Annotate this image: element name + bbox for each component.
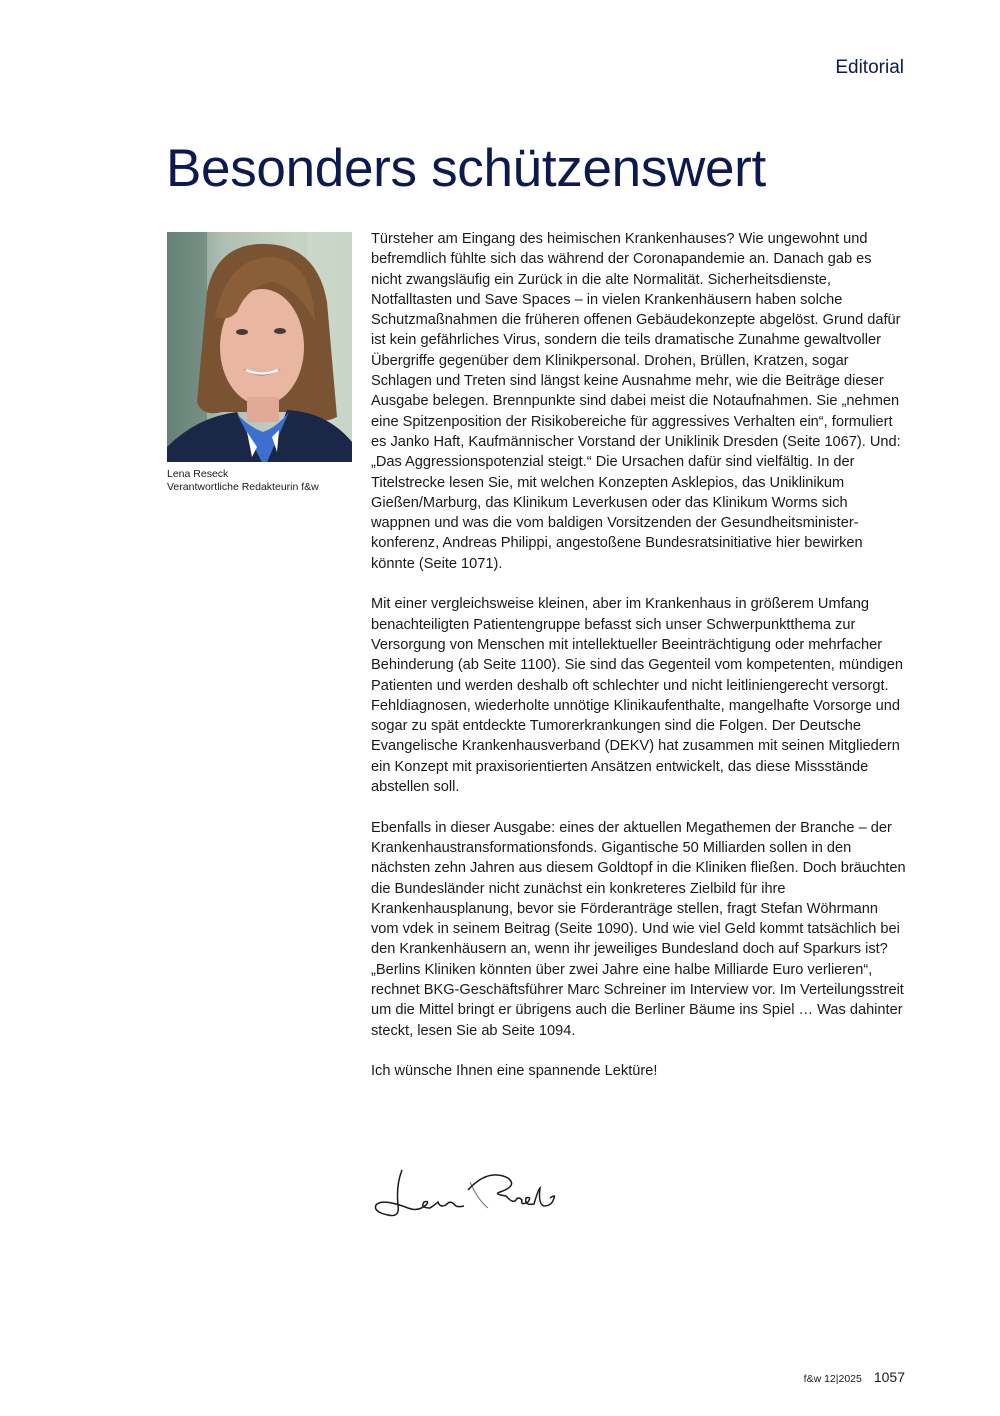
author-photo [167, 232, 352, 462]
page-footer [804, 1369, 905, 1385]
portrait-image [167, 232, 352, 462]
paragraph: Ebenfalls in dieser Ausgabe: eines der aktuellen Megathemen der Branche – der Krankenhaustransformationsfonds. Gigantische 50 Milliarden sollen in den nächsten zehn Jahren aus diesem Goldtopf in die Kliniken fließen. Doch bräuchten die Bundesländer nicht zunächst ein konkreteres Zielbild für ihre Krankenhausplanung, bevor sie Förderanträge stellen, fragt Stefan Wöhrmann vom vdek in seinem Beitrag (Seite 1090). Und wie viel Geld kommt tatsächlich bei den Krankenhäusern an, wenn ihr jeweiliges Bundesland doch auf Sparkurs ist? „Berlins Kliniken könnten über zwei Jahre eine halbe Milliarde Euro verlieren“, rechnet BKG-Geschäftsführer Marc Schreiner im Interview vor. Im Verteilungsstreit um die Mittel bringt er übrigens auch die Berliner Bäume ins Spiel … Was dahinter steckt, lesen Sie ab Seite 1094. [371, 819, 906, 1039]
caption-role: Verantwortliche Redakteurin f&w [167, 481, 319, 493]
closing-line: Ich wünsche Ihnen eine spannende Lektüre! [371, 1063, 658, 1080]
signature [368, 1160, 568, 1230]
caption-name: Lena Reseck [167, 468, 229, 480]
photo-caption [167, 468, 319, 494]
paragraph: Mit einer vergleichsweise kleinen, aber im Krankenhaus in größerem Umfang benachteiligten Patientengruppe befasst sich unser Schwerpunktthema zur Versorgung von Menschen mit intellektueller Beeinträchtigung oder mehrfacher Behinderung (ab Seite 1100). Sie sind das Gegenteil vom kompetenten, mündigen Patienten und werden deshalb oft schlechter und nicht leitliniengerecht versorgt. Fehldiagnosen, wiederholte unnötige Klinikaufenthalte, mangelhafte Vorsorge und sogar zu spät entdeckte Tumorerkrankungen sind die Folgen. Der Deutsche Evangelische Krankenhausverband (DEKV) hat zusammen mit seinen Mitgliedern ein Konzept mit praxisorientierten Ansätzen entwickelt, das diese Missstände abstellen soll. [371, 596, 903, 796]
section-label: Editorial [835, 57, 904, 78]
page-number: 1057 [873, 1369, 905, 1385]
paragraph: Türsteher am Eingang des heimischen Krankenhauses? Wie ungewohnt und befremdlich fühlte sich das während der Coronapandemie an. Danach gab es nicht zwangsläufig ein Zurück in die alte Normalität. Sicherheitsdienste, Notfalltasten und Save Spaces – in vielen Krankenhäusern haben solche Schutzmaßnahmen die früheren offenen Gebäudekonzepte abgelöst. Grund dafür ist kein gefährliches Virus, sondern die teils dramatische Zunahme gewaltvoller Übergriffe gegenüber dem Klinikpersonal. Drohen, Brüllen, Kratzen, sogar Schlagen und Treten sind längst keine Ausnahme mehr, wie die Beiträge dieser Ausgabe belegen. Brennpunkte sind dabei meist die Notaufnahmen. Sie „nehmen eine Spitzenposition der Risikobereiche für aggressives Verhalten ein“, formuliert es Janko Haft, Kaufmännischer Vorstand der Uniklinik Dresden (Seite 1067). Und: „Das Aggressionspotenzial steigt.“ Die Ursachen dafür sind vielfältig. In der Titelstrecke lesen Sie, mit welchen Konzepten Asklepios, das Uniklinikum Gießen/Marburg, das Klinikum Leverkusen oder das Klinikum Worms sich wappnen und was die vom baldigen Vorsitzenden der Gesundheitsminister-konferenz, Andreas Philippi, angestoßene Bundesratsinitiative hier bewirken könnte (Seite 1071). [371, 231, 901, 572]
issue-label: f&w 12|2025 [803, 1373, 862, 1385]
editorial-body [371, 229, 906, 1102]
signature-image [368, 1160, 568, 1230]
page-title: Besonders schützenswert [166, 139, 766, 198]
